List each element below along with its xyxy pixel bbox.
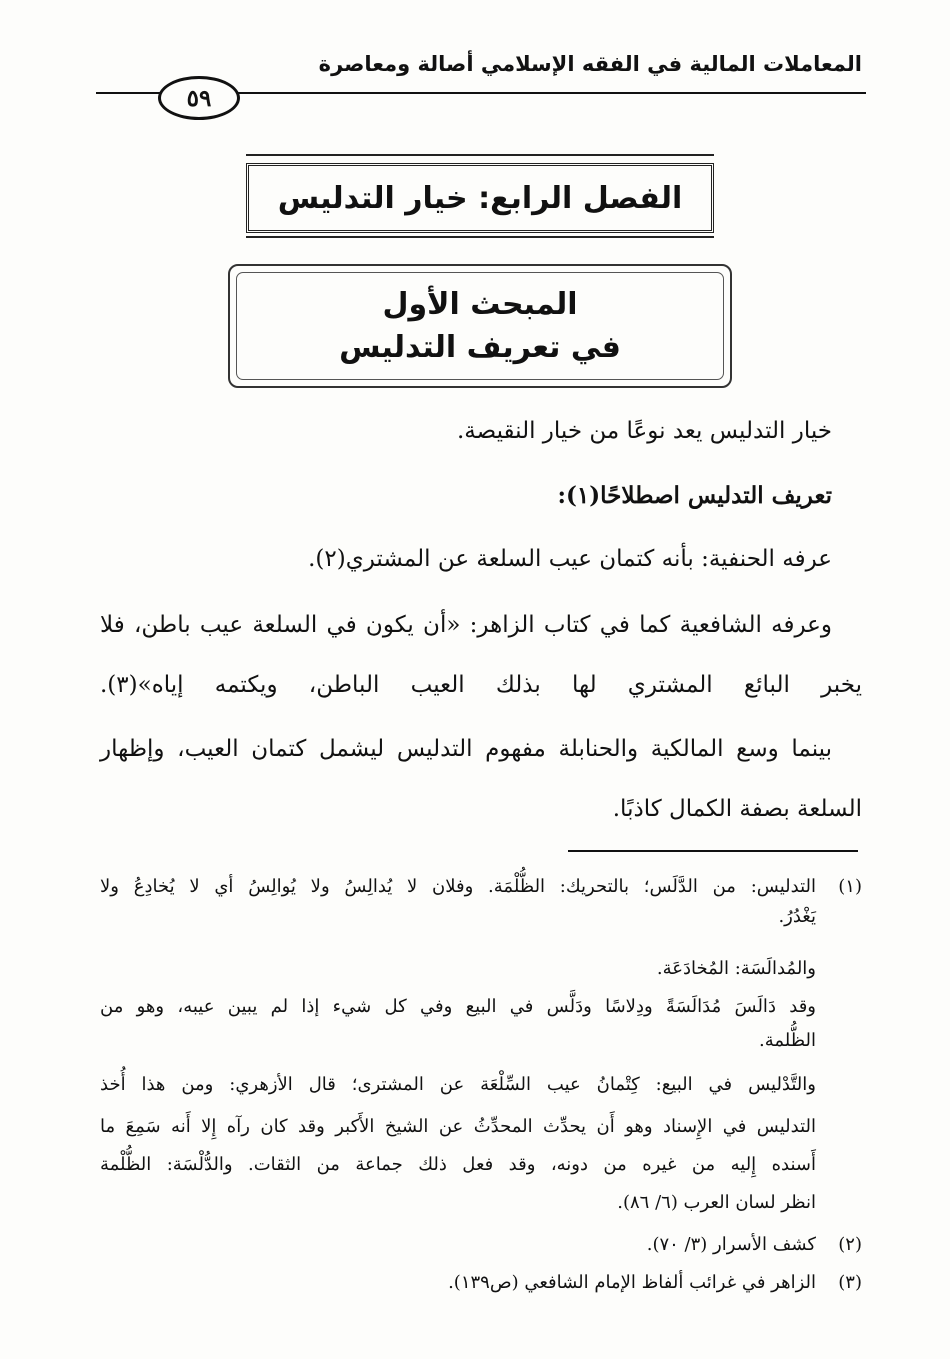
- page-number: [158, 76, 240, 120]
- chapter-top-rule: [246, 154, 714, 156]
- footnote-2-text: كشف الأسرار (٣/ ٧٠).: [646, 1234, 816, 1255]
- section-title-line-2: في تعريف التدليس: [339, 330, 621, 365]
- footnote-1-line-3: والمُدالَسَة: المُخادَعَة.: [656, 958, 816, 979]
- footnote-1-line-5: الظُّلمة.: [759, 1030, 816, 1051]
- footnote-1-line-4: وقد دَالَسَ مُدَالَسَةً ودِلاسًا ودَلَّس في البيع وفي كل شيء إذا لم يبين عيبه، وهو من: [100, 996, 816, 1017]
- footnote-separator: [568, 850, 858, 852]
- running-header-title: المعاملات المالية في الفقه الإسلامي أصالة ومعاصرة: [318, 52, 862, 76]
- chapter-heading-box: [246, 163, 714, 233]
- footnote-1-line-8: أَسنده إِليه من غيره من دونه، وقد فعل ذلك جماعة من الثقات. والدُّلْسَة: الظُّلْمة: [100, 1154, 816, 1175]
- page-number-text: ٥٩: [186, 84, 212, 112]
- footnote-1-line-7: التدليس في الإِسناد وهو أَن يحدِّث المحدِّثُ عن الشيخ الأَكبر وقد كان رآه إِلا أَنه سَمِعَ ما: [100, 1116, 816, 1137]
- section-heading-box: [228, 264, 732, 388]
- paragraph-4-line-1: وعرفه الشافعية كما في كتاب الزاهر: «أن يكون في السلعة عيب باطن، فلا: [100, 612, 832, 638]
- chapter-bottom-rule: [246, 236, 714, 238]
- paragraph-5-line-2: السلعة بصفة الكمال كاذبًا.: [612, 796, 862, 822]
- footnote-3-number: (٣): [838, 1272, 862, 1293]
- footnote-1-line-1: التدليس: من الدَّلَس؛ بالتحريك: الظُّلْمَة. وفلان لا يُدالِسُ ولا يُوالِسُ أي لا يُخادِعُ ولا: [100, 876, 816, 897]
- section-title-line-1: المبحث الأول: [382, 287, 578, 322]
- paragraph-1: خيار التدليس يعد نوعًا من خيار النقيصة.: [456, 418, 832, 444]
- footnote-1-line-2: يَغْدُرُ.: [778, 906, 816, 927]
- paragraph-3: عرفه الحنفية: بأنه كتمان عيب السلعة عن المشتري(٢).: [308, 546, 832, 572]
- footnote-1-number: (١): [838, 876, 862, 897]
- chapter-title: الفصل الرابع: خيار التدليس: [277, 180, 683, 216]
- paragraph-2-definition-heading: تعريف التدليس اصطلاحًا(١):: [557, 482, 832, 509]
- paragraph-5-line-1: بينما وسع المالكية والحنابلة مفهوم التدليس ليشمل كتمان العيب، وإظهار: [100, 736, 832, 762]
- footnote-1-line-9: انظر لسان العرب (٦/ ٨٦).: [617, 1192, 816, 1213]
- footnote-2-number: (٢): [838, 1234, 862, 1255]
- footnote-1-line-6: والتَّدْليس في البيع: كِتْمانُ عيب السِّلْعَة عن المشترى؛ قال الأزهري: ومن هذا أُخذ: [100, 1074, 816, 1095]
- paragraph-4-line-2: يخبر البائع المشتري لها بذلك العيب الباطن، ويكتمه إياه»(٣).: [100, 672, 862, 698]
- footnote-3-text: الزاهر في غرائب ألفاظ الإمام الشافعي (ص١٣٩).: [448, 1272, 816, 1293]
